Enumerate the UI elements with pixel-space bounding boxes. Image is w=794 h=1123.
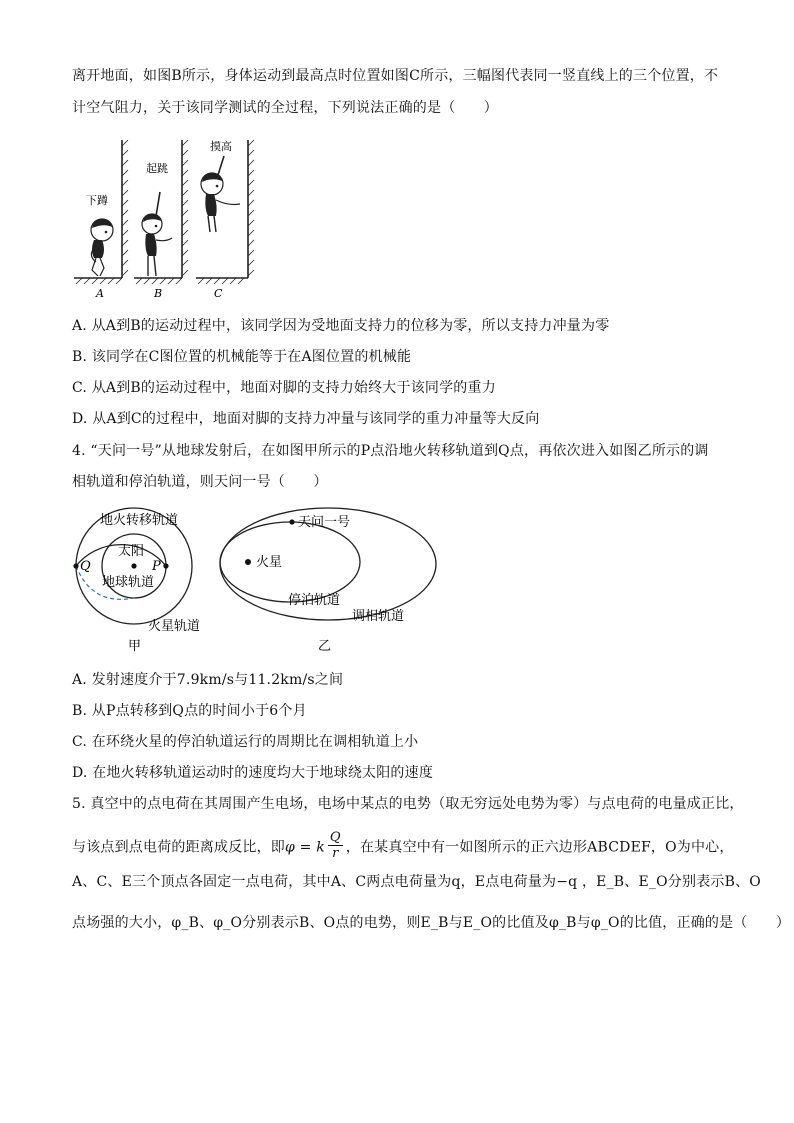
label-jump: 起跳 (146, 162, 168, 175)
q5-line-2-after: ，在某真空中有一如图所示的正六边形ABCDEF，O为中心， (345, 839, 734, 856)
q4-stem-line-1: 4. “天问一号”从地球发射后，在如图甲所示的P点沿地火转移轨道到Q点，再依次进入如图乙所示的调 (72, 443, 709, 459)
q3-stem-line-1: 离开地面，如图B所示，身体运动到最高点时位置如图C所示，三幅图代表同一竖直线上的三个位置，不 (72, 68, 719, 84)
formula-fraction (328, 830, 343, 861)
label-mars: 火星 (256, 555, 283, 570)
q5-stem-line-3: A、C、E三个顶点各固定一点电荷，其中A、C两点电荷量为q，E点电荷量为−q ，E_B、E_O分别表示B、O (72, 874, 761, 890)
caption-yi: 乙 (318, 639, 332, 654)
label-touch-height: 摸高 (210, 140, 232, 153)
label-point-q: Q (80, 559, 91, 574)
q4-option-c: C. 在环绕火星的停泊轨道运行的周期比在调相轨道上小 (72, 734, 419, 750)
panel-c (196, 139, 254, 300)
q3-option-a: A. 从A到B的运动过程中，该同学因为受地面支持力的位移为零，所以支持力冲量为零 (72, 318, 610, 334)
label-position-a: A (96, 287, 104, 300)
parking-orbit (220, 522, 360, 602)
label-earth-orbit: 地球轨道 (102, 575, 155, 590)
q4-option-d: D. 在地火转移轨道运动时的速度均大于地球绕太阳的速度 (72, 765, 434, 781)
label-point-p: P (152, 559, 161, 574)
label-position-c: C (214, 287, 223, 300)
formula-lhs: φ = k (285, 839, 325, 856)
jump-test-figure (72, 132, 262, 304)
q4-option-a: A. 发射速度介于7.9km/s与11.2km/s之间 (72, 672, 344, 688)
panel-a (74, 140, 128, 300)
caption-jia: 甲 (128, 639, 142, 654)
label-probe: 天问一号 (298, 515, 351, 530)
label-parking-orbit: 停泊轨道 (288, 593, 341, 608)
label-sun: 太阳 (118, 544, 145, 559)
point-q-dot (73, 563, 78, 568)
q3-option-c: C. 从A到B的运动过程中，地面对脚的支持力始终大于该同学的重力 (72, 380, 496, 396)
label-squat: 下蹲 (86, 194, 108, 207)
panel-b (134, 140, 188, 300)
q5-line-2-before: 与该点到点电荷的距离成反比，即 (72, 839, 285, 856)
orbit-figure-yi (216, 506, 442, 656)
probe-dot (289, 519, 294, 524)
q4-option-b: B. 从P点转移到Q点的时间小于6个月 (72, 703, 307, 719)
sun-dot (131, 563, 136, 568)
q5-stem-line-1: 5. 真空中的点电荷在其周围产生电场，电场中某点的电势（取无穷远处电势为零）与点电荷的电量成正比， (72, 796, 744, 812)
formula-numerator: Q (329, 830, 341, 845)
q5-stem-line-4: 点场强的大小，φ_B、φ_O分别表示B、O点的电势，则E_B与E_O的比值及φ_B与φ_O的比值，正确的是（ ） (72, 915, 791, 931)
label-mars-orbit: 火星轨道 (148, 619, 201, 634)
q3-option-b: B. 该同学在C图位置的机械能等于在A图位置的机械能 (72, 349, 412, 365)
label-transfer-orbit: 地火转移轨道 (100, 513, 179, 528)
formula-denominator: r (332, 846, 339, 861)
orbit-figure-jia (72, 506, 212, 656)
q4-stem-line-2: 相轨道和停泊轨道，则天问一号（ ） (72, 474, 328, 490)
label-position-b: B (154, 287, 163, 300)
q3-option-d: D. 从A到C的过程中，地面对脚的支持力冲量与该同学的重力冲量等大反向 (72, 411, 540, 427)
q5-stem-line-2 (72, 832, 734, 863)
label-phasing-orbit: 调相轨道 (352, 609, 405, 624)
point-p-dot (163, 563, 168, 568)
mars-dot (245, 559, 251, 565)
q3-stem-line-2: 计空气阻力，关于该同学测试的全过程，下列说法正确的是（ ） (72, 100, 498, 116)
